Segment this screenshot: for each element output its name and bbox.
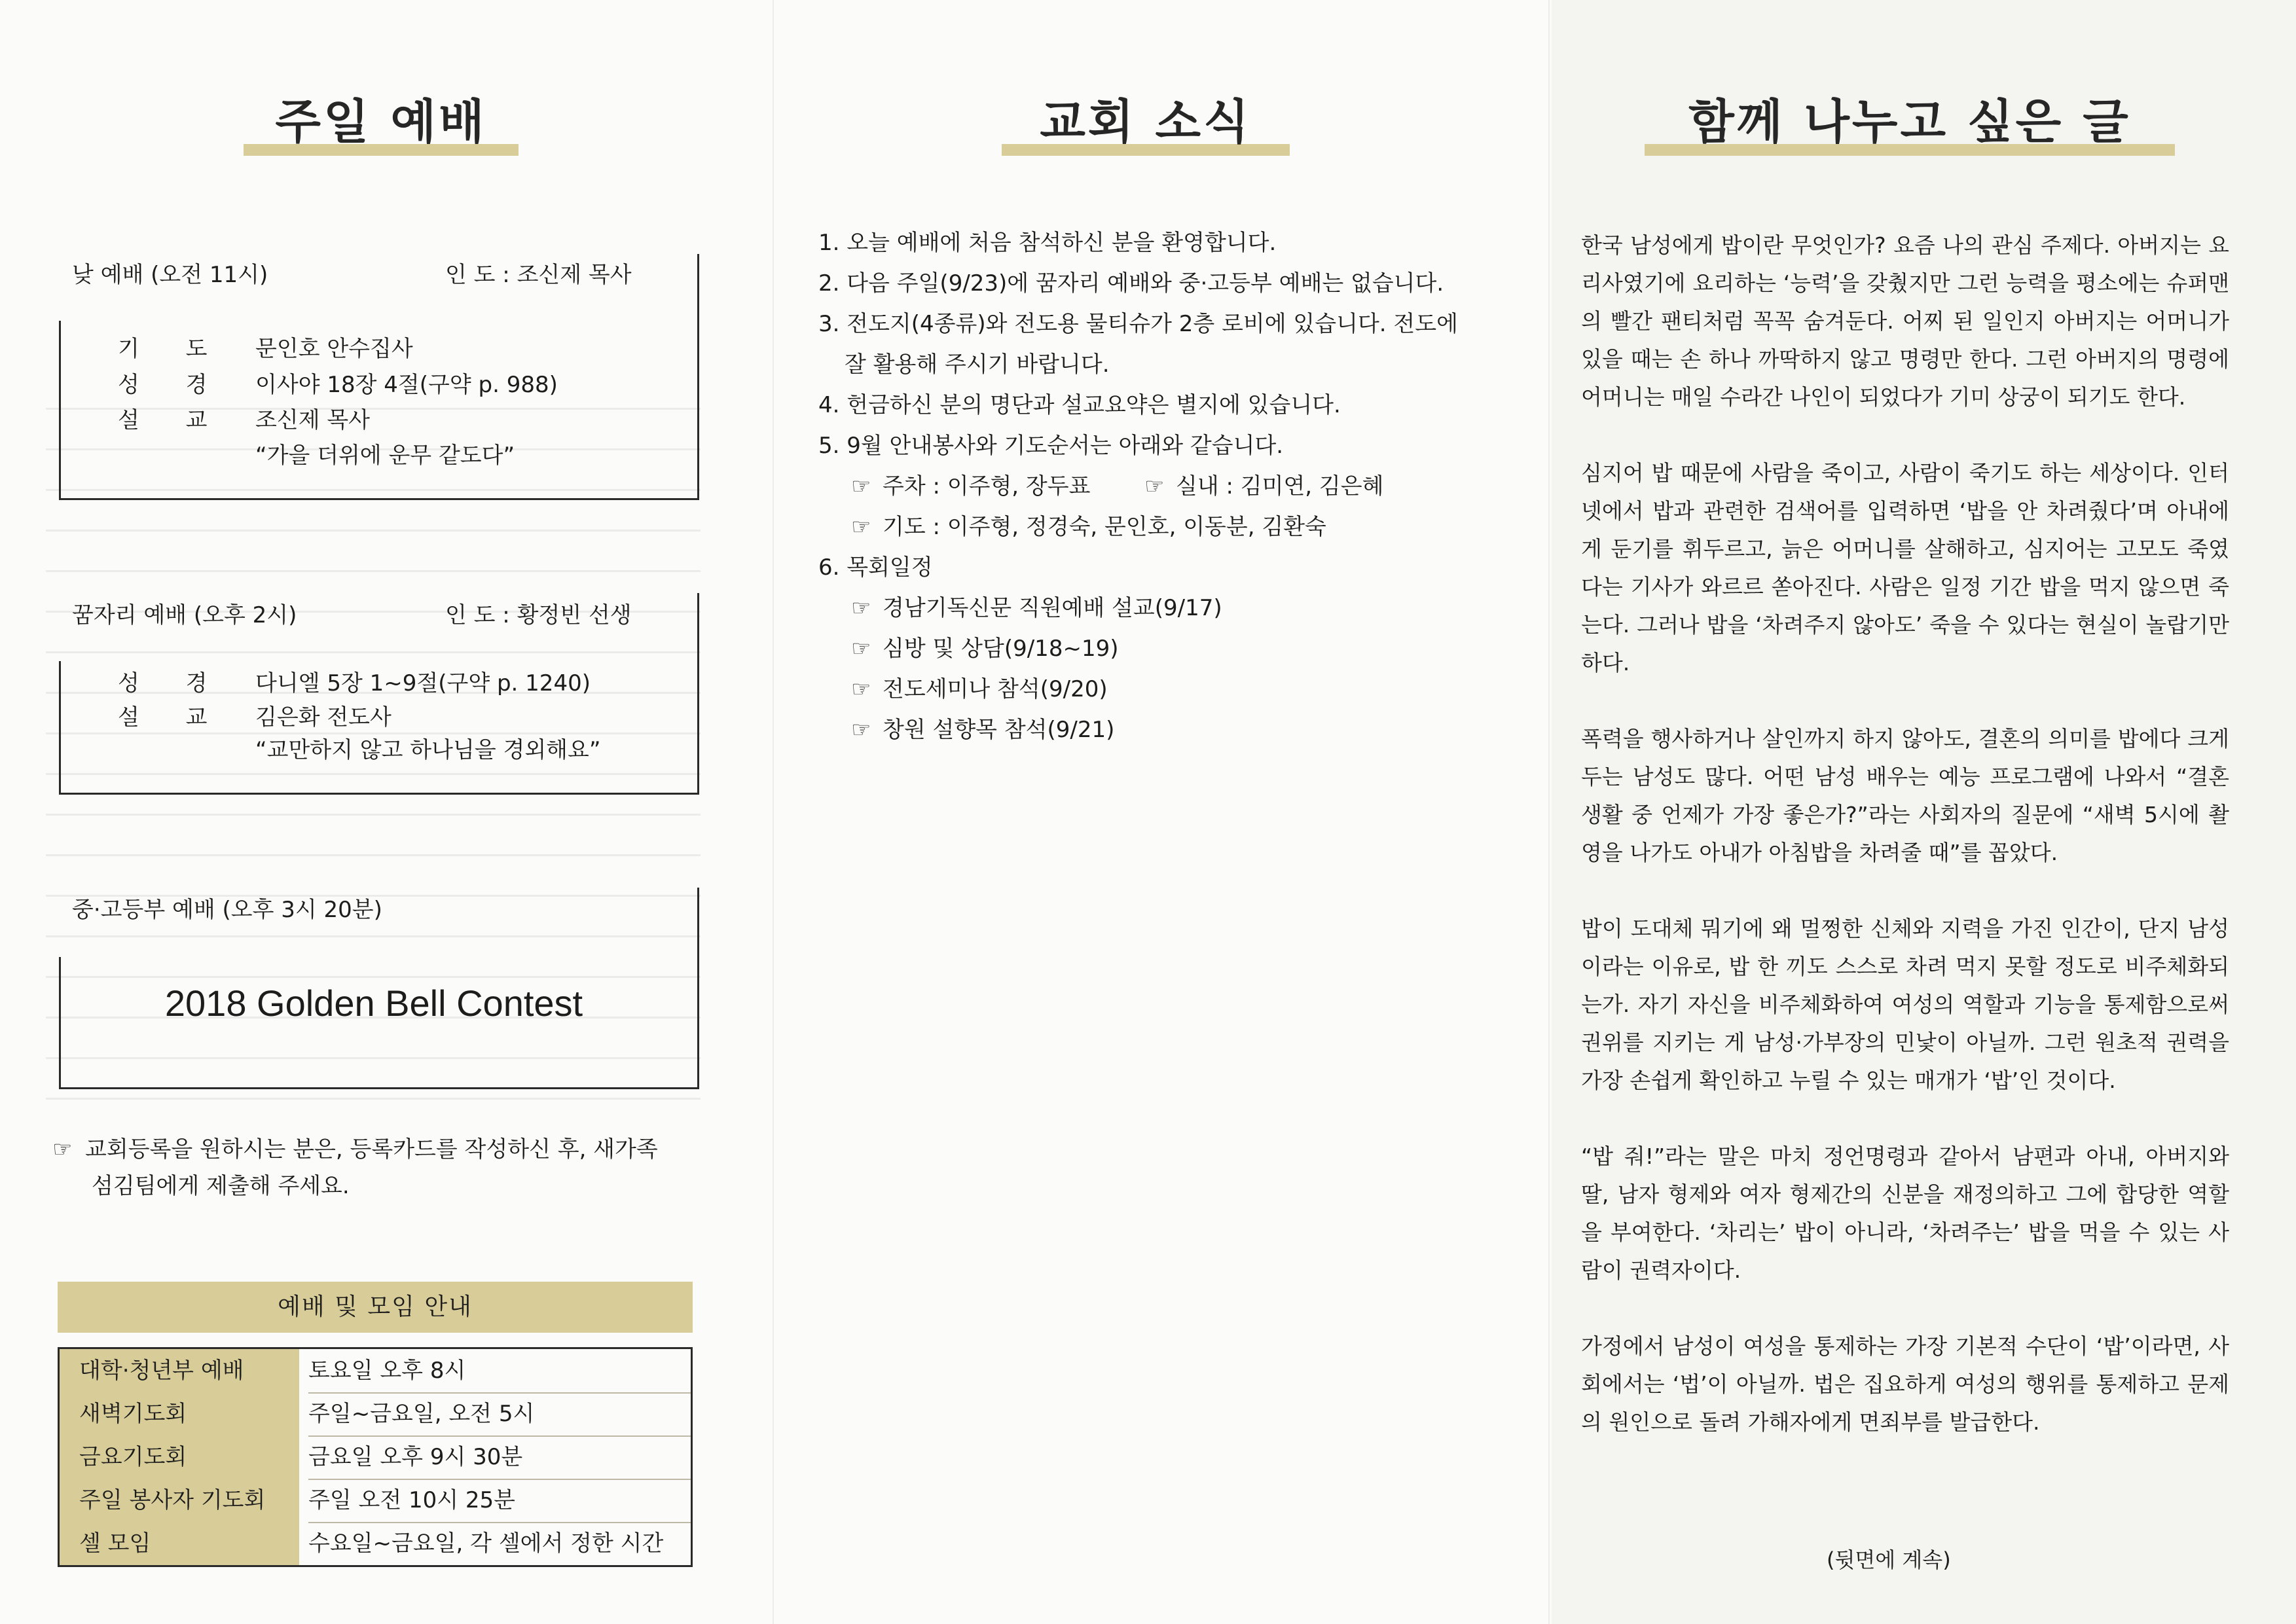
row-key: 설 교 — [118, 407, 227, 433]
row-key: 성 경 — [118, 670, 227, 696]
day-sermon-title: “가을 더위에 운무 같도다” — [255, 442, 515, 469]
schedule-name: 금요기도회 — [60, 1435, 299, 1479]
youth-service-label: 중·고등부 예배 (오후 3시 20분) — [72, 897, 382, 923]
row-value: 다니엘 5장 1~9절(구약 p. 1240) — [255, 670, 591, 696]
table-row — [60, 1392, 691, 1435]
pointing-hand-icon: ☞ — [851, 717, 871, 743]
schedule-item-text: 심방 및 상담(9/18~19) — [883, 636, 1119, 662]
schedule-name: 셀 모임 — [60, 1522, 299, 1565]
list-item: 5. 9월 안내봉사와 기도순서는 아래와 같습니다. — [818, 433, 1284, 459]
essay-paragraph: 폭력을 행사하거나 살인까지 하지 않아도, 결혼의 의미를 밥에다 크게 두는 남성도 많다. 어떤 남성 배우는 예능 프로그램에 나와서 “결혼 생활 중 언제가 가장 좋은가?”라는 사회자의 질문에 “새벽 5시에 촬영을 나가도 아내가 아침밥을 차려줄 때”를 꼽았다. — [1581, 726, 2229, 865]
schedule-name: 대학·청년부 예배 — [60, 1349, 299, 1392]
pointing-hand-icon: ☞ — [851, 676, 871, 702]
list-item: 4. 헌금하신 분의 명단과 설교요약은 별지에 있습니다. — [818, 392, 1341, 418]
heading-text: 주일 예배 — [275, 94, 487, 149]
list-item: 1. 오늘 예배에 처음 참석하신 분을 환영합니다. — [818, 230, 1277, 256]
table-row — [60, 1435, 691, 1479]
schedule-item-text: 창원 설향목 참석(9/21) — [883, 717, 1115, 743]
schedule-item — [818, 628, 1486, 669]
duty-line — [818, 507, 1486, 547]
church-news-heading — [1002, 84, 1290, 152]
heading-text: 교회 소식 — [1040, 94, 1252, 149]
row-value: 조신제 목사 — [255, 407, 371, 433]
list-item: 2. 다음 주일(9/23)에 꿈자리 예배와 중·고등부 예배는 없습니다. — [818, 270, 1444, 297]
shared-writing-heading — [1645, 84, 2175, 152]
day-row-scripture — [118, 367, 558, 399]
list-item-continued: 잘 활용해 주시기 바랍니다. — [845, 352, 1110, 378]
golden-bell-event: 2018 Golden Bell Contest — [164, 983, 583, 1024]
duty-parking: 주차 : 이주형, 장두표 — [883, 473, 1091, 499]
duty-prayer: 기도 : 이주형, 정경숙, 문인호, 이동분, 김환숙 — [883, 514, 1326, 540]
dream-service-label: 꿈자리 예배 (오후 2시) — [72, 602, 297, 628]
schedule-item-text: 전도세미나 참석(9/20) — [883, 676, 1108, 702]
sunday-worship-heading — [244, 84, 519, 152]
table-row — [60, 1349, 691, 1392]
pointing-hand-icon: ☞ — [851, 473, 871, 499]
schedule-name: 새벽기도회 — [60, 1392, 299, 1435]
schedule-time: 주일~금요일, 오전 5시 — [308, 1401, 535, 1427]
row-value: 이사야 18장 4절(구약 p. 988) — [255, 372, 558, 398]
row-key: 설 교 — [118, 704, 227, 731]
schedule-time: 금요일 오후 9시 30분 — [308, 1444, 523, 1470]
notice-line: 섬김팀에게 제출해 주세요. — [92, 1173, 350, 1199]
dream-service-leader: 인 도 : 황정빈 선생 — [445, 602, 632, 628]
notice-text: 교회등록을 원하시는 분은, 등록카드를 작성하신 후, 새가족 — [85, 1136, 658, 1163]
schedule-time: 수요일~금요일, 각 셀에서 정한 시간 — [308, 1530, 664, 1557]
row-value: 문인호 안수집사 — [255, 336, 413, 362]
duty-line — [818, 466, 1486, 507]
essay-paragraph: 한국 남성에게 밥이란 무엇인가? 요즘 나의 관심 주제다. 아버지는 요리사였기에 요리하는 ‘능력’을 갖췄지만 그런 능력을 평소에는 슈퍼맨의 빨간 팬티처럼 꼭꼭 숨겨둔다. 어찌 된 일인지 아버지는 어머니가 있을 때는 손 하나 까딱하지 않고 명령만 한다. 그런 아버지의 명령에 어머니는 매일 수라간 나인이 되었다가 기미 상궁이 되기도 한다. — [1581, 232, 2229, 410]
schedule-item — [818, 588, 1486, 628]
continued-note: (뒷면에 계속) — [1827, 1547, 1951, 1572]
essay-body — [1581, 226, 2229, 1479]
notice-line — [52, 1131, 658, 1168]
schedule-item-text: 경남기독신문 직원예배 설교(9/17) — [883, 595, 1222, 621]
day-service-label: 낮 예배 (오전 11시) — [72, 262, 268, 288]
pointing-hand-icon: ☞ — [851, 636, 871, 662]
schedule-name: 주일 봉사자 기도회 — [60, 1479, 299, 1522]
dream-sermon-title: “교만하지 않고 하나님을 경외해요” — [255, 737, 601, 763]
schedule-item — [818, 669, 1486, 710]
list-item: 3. 전도지(4종류)와 전도용 물티슈가 2층 로비에 있습니다. 전도에 — [818, 311, 1458, 337]
dream-row-scripture — [118, 665, 591, 697]
duty-indoor: 실내 : 김미연, 김은혜 — [1176, 473, 1384, 499]
essay-paragraph: 심지어 밥 때문에 사람을 죽이고, 사람이 죽기도 하는 세상이다. 인터넷에서 밥과 관련한 검색어를 입력하면 ‘밥을 안 차려줬다’며 아내에게 둔기를 휘두르고, 늙은 어머니를 살해하고, 심지어는 고모도 죽였다는 기사가 와르르 쏟아진다. 사람은 일정 기간 밥을 먹지 않으면 죽는다. 그러나 밥을 ‘차려주지 않아도’ 죽을 수 있다는 현실이 놀랍기만 하다. — [1581, 460, 2229, 676]
row-value: 김은화 전도사 — [255, 704, 392, 731]
pointing-hand-icon: ☞ — [1144, 473, 1165, 499]
table-row — [60, 1522, 691, 1565]
essay-paragraph: 가정에서 남성이 여성을 통제하는 가장 기본적 수단이 ‘밥’이라면, 사회에서는 ‘법’이 아닐까. 법은 집요하게 여성의 행위를 통제하고 문제의 원인으로 돌려 가해자에게 면죄부를 발급한다. — [1581, 1333, 2229, 1435]
fold-line — [1548, 0, 1550, 1624]
pointing-hand-icon: ☞ — [851, 595, 871, 621]
fold-line — [773, 0, 774, 1624]
church-news-list — [818, 223, 1486, 750]
row-key: 성 경 — [118, 372, 227, 398]
dream-row-sermon — [118, 699, 392, 731]
table-row — [60, 1479, 691, 1522]
schedule-title: 예배 및 모임 안내 — [58, 1282, 693, 1333]
essay-paragraph: 밥이 도대체 뭐기에 왜 멀쩡한 신체와 지력을 가진 인간이, 단지 남성이라는 이유로, 밥 한 끼도 스스로 차려 먹지 못할 정도로 비주체화되는가. 자기 자신을 비주체화하여 여성의 역할과 기능을 통제함으로써 권위를 지키는 게 남성·가부장의 민낯이 아닐까. 그런 원초적 권력을 가장 손쉽게 확인하고 누릴 수 있는 매개가 ‘밥’인 것이다. — [1581, 916, 2229, 1093]
essay-paragraph: “밥 줘!”라는 말은 마치 정언명령과 같아서 남편과 아내, 아버지와 딸, 남자 형제와 여자 형제간의 신분을 재정의하고 그에 합당한 역할을 부여한다. ‘차리는’ 밥이 아니라, ‘차려주는’ 밥을 먹을 수 있는 사람이 권력자이다. — [1581, 1144, 2229, 1283]
registration-notice — [52, 1131, 658, 1204]
day-row-prayer — [118, 331, 413, 363]
list-item: 6. 목회일정 — [818, 554, 933, 581]
pointing-hand-icon: ☞ — [851, 514, 871, 540]
schedule-table — [58, 1347, 693, 1567]
row-key: 기 도 — [118, 336, 227, 362]
heading-text: 함께 나누고 싶은 글 — [1688, 94, 2131, 149]
schedule-item — [818, 710, 1486, 750]
day-service-leader: 인 도 : 조신제 목사 — [445, 262, 632, 288]
day-row-sermon — [118, 402, 370, 434]
schedule-time: 주일 오전 10시 25분 — [308, 1487, 516, 1513]
pointing-hand-icon: ☞ — [52, 1136, 73, 1163]
schedule-time: 토요일 오후 8시 — [308, 1358, 466, 1384]
